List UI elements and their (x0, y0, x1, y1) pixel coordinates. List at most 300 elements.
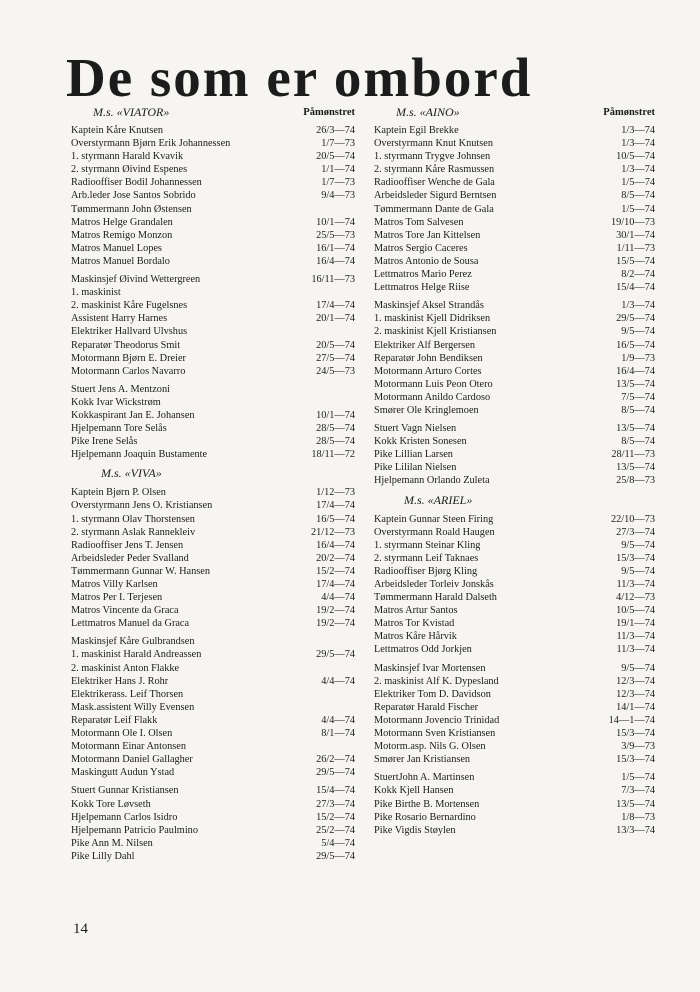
signed-on-date: 15/4—74 (616, 282, 655, 294)
crew-row (71, 499, 355, 512)
crew-member: Kaptein Gunnar Steen Firing (374, 513, 494, 525)
signed-on-date: 1/3—74 (621, 138, 655, 150)
crew-member: Motormann Anildo Cardoso (374, 391, 491, 403)
signed-on-date (349, 396, 355, 409)
signed-on-date (349, 383, 355, 396)
crew-member: Lettmatros Mario Perez (374, 269, 472, 281)
crew-member: Radiooffiser Bjørg Kling (374, 565, 478, 577)
signed-on-date: 15/5—74 (616, 255, 655, 267)
crew-member: Lettmatros Odd Jorkjen (374, 644, 472, 656)
signed-on-date (349, 286, 355, 299)
signed-on-date: 1/7—73 (321, 138, 355, 150)
crew-row (374, 617, 655, 630)
crew-member: Maskingutt Audun Ystad (71, 767, 175, 779)
crew-row (374, 688, 655, 701)
crew-row (71, 255, 355, 268)
crew-row (71, 216, 355, 229)
crew-member: Matros Villy Karlsen (71, 579, 158, 590)
signed-on-date: 13/3—74 (616, 824, 655, 836)
signed-on-date: 13/5—74 (616, 423, 655, 435)
crew-row (71, 714, 355, 727)
signed-on-date: 8/5—74 (621, 190, 655, 202)
signed-on-date: 7/3—74 (621, 785, 655, 797)
signed-on-date: 1/7—73 (321, 177, 355, 189)
crew-member: Motormann Sven Kristiansen (374, 728, 496, 740)
signed-on-date: 15/2—74 (316, 811, 355, 823)
signed-on-date: 29/5—74 (316, 767, 355, 779)
signed-on-date: 25/5—73 (316, 229, 355, 241)
signed-on-date: 4/4—74 (321, 714, 355, 726)
ship-name: M.s. «VIATOR» (93, 105, 170, 119)
crew-row (374, 526, 655, 539)
crew-member: Pike Irene Selås (71, 436, 138, 448)
signed-on-date: 9/5—74 (621, 539, 655, 551)
crew-member: Matros Antonio de Sousa (374, 255, 479, 267)
crew-row (71, 273, 355, 286)
signed-on-date: 15/4—74 (316, 785, 355, 797)
signed-on-date: 10/1—74 (316, 409, 355, 421)
signed-on-date: 10/5—74 (616, 151, 655, 163)
crew-row (374, 176, 655, 189)
signed-on-date: 16/11—73 (311, 274, 355, 286)
crew-member: Kaptein Egil Brekke (374, 125, 459, 136)
crew-member: Elektrikerass. Leif Thorsen (71, 688, 184, 700)
crew-member: Kokkaspirant Jan E. Johansen (71, 409, 195, 421)
signed-on-date: 25/2—74 (316, 824, 355, 836)
signed-on-date: 20/2—74 (316, 552, 355, 564)
crew-row (71, 662, 355, 675)
signed-on-date: 1/3—74 (621, 300, 655, 312)
signed-on-date: 20/5—74 (316, 151, 355, 163)
crew-member: Elektriker Alf Bergersen (374, 339, 476, 351)
signed-on-date: 12/3—74 (616, 688, 655, 700)
signed-on-date: 1/12—73 (316, 487, 355, 499)
crew-member: Pike Lililan Nielsen (374, 462, 457, 474)
crew-member: 2. maskinist Kjell Kristiansen (374, 326, 497, 338)
signed-on-date (349, 662, 355, 675)
signed-on-date: 1/9—73 (621, 352, 655, 364)
crew-member: Pike Ann M. Nilsen (71, 837, 153, 849)
signed-on-date: 19/10—73 (610, 216, 655, 228)
crew-row (374, 137, 655, 150)
crew-row (374, 513, 655, 526)
left-column (71, 106, 355, 863)
crew-row (374, 404, 655, 417)
signed-on-date: 5/4—74 (321, 837, 355, 849)
crew-member: Matros Remigo Monzon (71, 229, 173, 241)
crew-member: 1. styrmann Trygve Johnsen (374, 151, 491, 163)
crew-member: Matros Tor Kvistad (374, 618, 455, 630)
crew-member: Tømmermann Gunnar W. Hansen (71, 565, 210, 577)
signed-on-date: 16/5—74 (316, 513, 355, 525)
crew-member: Reparatør Harald Fischer (374, 701, 479, 713)
crew-member: Stuert Jens A. Mentzoni (71, 383, 170, 395)
crew-member: Kaptein Bjørn P. Olsen (71, 487, 166, 499)
signed-on-date: 8/5—74 (621, 404, 655, 416)
crew-member: 1. styrmann Harald Kvavik (71, 151, 184, 163)
crew-member: Reparatør John Bendiksen (374, 352, 483, 364)
signed-on-date: 16/1—74 (316, 242, 355, 254)
crew-row (374, 189, 655, 202)
crew-row (374, 435, 655, 448)
signed-on-date: 10/5—74 (616, 605, 655, 617)
crew-member: Maskinsjef Ivar Mortensen (374, 662, 486, 674)
signed-on-date: 7/5—74 (621, 391, 655, 403)
signed-on-date: 25/8—73 (616, 475, 655, 487)
crew-member: Motormann Carlos Navarro (71, 365, 186, 377)
crew-member: Kaptein Kåre Knutsen (71, 125, 164, 136)
crew-member: Maskinsjef Kåre Gulbrandsen (71, 636, 195, 648)
signed-on-date: 14—1—74 (608, 714, 655, 726)
crew-member: StuertJohn A. Martinsen (374, 772, 475, 784)
signed-on-date: 4/12—73 (616, 592, 655, 604)
crew-row (71, 352, 355, 365)
crew-member: Elektriker Hallvard Ulvshus (71, 326, 188, 338)
crew-row (374, 461, 655, 474)
crew-row (71, 396, 355, 409)
crew-list-header (71, 106, 355, 123)
crew-member: Motormann Einar Antonsen (71, 741, 186, 753)
crew-member: Kokk Tore Løvseth (71, 798, 151, 810)
crew-member: 2. styrmann Aslak Rannekleiv (71, 526, 196, 538)
crew-row (71, 286, 355, 299)
signed-on-date: 4/4—74 (321, 592, 355, 604)
signed-on-date: 27/3—74 (316, 798, 355, 810)
crew-row (71, 299, 355, 312)
crew-member: Hjelpemann Tore Selås (71, 423, 167, 435)
crew-row (71, 526, 355, 539)
crew-row (374, 281, 655, 294)
crew-row (374, 474, 655, 487)
crew-row (374, 591, 655, 604)
right-column (374, 106, 655, 837)
crew-member: Smører Ole Kringlemoen (374, 404, 479, 416)
crew-row (374, 150, 655, 163)
crew-row (71, 604, 355, 617)
crew-row (71, 784, 355, 797)
signed-on-date: 16/4—74 (316, 539, 355, 551)
signed-on-date: 8/2—74 (621, 269, 655, 281)
crew-row (374, 378, 655, 391)
crew-member: Hjelpemann Orlando Zuleta (374, 475, 490, 487)
signed-on-date: 8/5—74 (621, 436, 655, 448)
crew-row (71, 740, 355, 753)
crew-row (374, 771, 655, 784)
crew-member: 1. maskinist Kjell Didriksen (374, 313, 491, 325)
crew-row (71, 539, 355, 552)
signed-on-date: 20/5—74 (316, 339, 355, 351)
signed-on-date: 28/5—74 (316, 436, 355, 448)
signed-on-date: 16/5—74 (616, 339, 655, 351)
crew-row (71, 675, 355, 688)
crew-row (71, 648, 355, 661)
signed-on-date: 21/12—73 (310, 526, 355, 538)
page-title: De som er ombord (66, 47, 533, 108)
signed-on-date: 1/11—73 (616, 242, 655, 254)
crew-member: Overstyrmann Bjørn Erik Johannessen (71, 138, 231, 150)
signed-on-date: 19/1—74 (616, 618, 655, 630)
crew-member: Arbeidsleder Sigurd Berntsen (374, 190, 497, 202)
signed-on-date (349, 688, 355, 701)
crew-row (71, 163, 355, 176)
crew-row (71, 552, 355, 565)
crew-row (374, 203, 655, 216)
crew-member: Elektriker Tom D. Davidson (374, 688, 491, 700)
crew-member: Radiooffiser Jens T. Jensen (71, 539, 184, 551)
signed-on-date (349, 325, 355, 338)
crew-row (71, 339, 355, 352)
crew-row (71, 150, 355, 163)
crew-row (374, 784, 655, 797)
crew-row (71, 688, 355, 701)
crew-row (374, 630, 655, 643)
signed-on-date: 1/8—73 (621, 811, 655, 823)
crew-member: Matros Kåre Hårvik (374, 631, 457, 643)
crew-row (71, 325, 355, 338)
crew-member: Elektriker Hans J. Rohr (71, 675, 169, 687)
crew-member: Stuert Gunnar Kristiansen (71, 785, 179, 797)
crew-row (374, 339, 655, 352)
crew-member: Hjelpemann Patricio Paulmino (71, 824, 198, 836)
signed-on-date: 13/5—74 (616, 378, 655, 390)
crew-row (71, 176, 355, 189)
signed-on-date (349, 635, 355, 648)
signed-on-date: 17/4—74 (316, 300, 355, 312)
crew-row (374, 565, 655, 578)
crew-row (374, 391, 655, 404)
crew-row (374, 216, 655, 229)
crew-member: Maskinsjef Aksel Strandås (374, 300, 484, 312)
crew-member: Hjelpemann Joaquin Bustamente (71, 449, 208, 461)
crew-member: 1. styrmann Olav Thorstensen (71, 513, 195, 525)
crew-row (71, 850, 355, 863)
signed-on-date: 1/1—74 (321, 164, 355, 176)
signed-on-date (349, 701, 355, 714)
crew-row (374, 312, 655, 325)
crew-member: Matros Vincente da Graca (71, 605, 179, 617)
signed-on-date: 28/5—74 (316, 423, 355, 435)
crew-row (374, 124, 655, 137)
crew-member: Pike Lillian Larsen (374, 449, 453, 461)
crew-member: Arb.leder Jose Santos Sobrido (71, 190, 196, 202)
crew-member: Radiooffiser Wenche de Gala (374, 177, 495, 189)
signed-on-date: 11/3—74 (616, 579, 655, 590)
crew-member: Matros Sergio Caceres (374, 242, 468, 254)
signed-on-date: 15/3—74 (616, 552, 655, 564)
crew-member: Reparatør Theodorus Smit (71, 339, 181, 351)
crew-member: Matros Manuel Bordalo (71, 255, 170, 267)
signed-on-date (349, 740, 355, 753)
signed-on-date: 30/1—74 (616, 229, 655, 241)
signed-on-date: 26/2—74 (316, 754, 355, 766)
crew-row (374, 552, 655, 565)
crew-row (374, 325, 655, 338)
crew-member: Tømmermann Harald Dalseth (374, 592, 497, 604)
crew-member: Motormann Bjørn E. Dreier (71, 352, 186, 364)
crew-row (71, 837, 355, 850)
signed-on-date: 1/5—74 (621, 177, 655, 189)
crew-row (71, 617, 355, 630)
crew-member: Assistent Harry Harnes (71, 313, 168, 325)
crew-list-header (374, 106, 655, 123)
crew-row (71, 383, 355, 396)
crew-row (71, 753, 355, 766)
crew-row (374, 352, 655, 365)
crew-row (374, 675, 655, 688)
crew-row (71, 242, 355, 255)
signed-on-date: 29/5—74 (316, 850, 355, 862)
signed-on-date: 14/1—74 (616, 701, 655, 713)
crew-member: Motormann Arturo Cortes (374, 365, 482, 377)
crew-row (71, 578, 355, 591)
crew-row (374, 824, 655, 837)
crew-member: Motormann Daniel Gallagher (71, 754, 193, 766)
crew-member: 2. maskinist Anton Flakke (71, 662, 180, 674)
crew-member: Matros Tore Jan Kittelsen (374, 229, 481, 241)
crew-member: Maskinsjef Øivind Wettergreen (71, 274, 201, 286)
crew-row (71, 365, 355, 378)
crew-member: Mask.assistent Willy Evensen (71, 701, 195, 713)
crew-row (374, 448, 655, 461)
signed-on-date: 4/4—74 (321, 675, 355, 687)
signed-on-date: 1/5—74 (621, 772, 655, 784)
crew-row (374, 539, 655, 552)
crew-row (374, 811, 655, 824)
crew-member: Arbeidsleder Peder Svalland (71, 552, 189, 564)
signed-on-date: 15/3—74 (616, 728, 655, 740)
crew-member: 1. styrmann Steinar Kling (374, 539, 481, 551)
signed-on-date: 17/4—74 (316, 579, 355, 590)
crew-member: Tømmermann Dante de Gala (374, 203, 494, 215)
signed-on-date: 24/5—73 (316, 365, 355, 377)
signed-on-date: 19/2—74 (316, 605, 355, 617)
crew-member: 1. maskinist (71, 287, 121, 299)
signed-on-date: 15/3—74 (616, 754, 655, 766)
crew-member: Pike Rosario Bernardino (374, 811, 476, 823)
crew-member: Reparatør Leif Flakk (71, 714, 158, 726)
signed-on-date: 1/3—74 (621, 125, 655, 136)
crew-row (71, 635, 355, 648)
crew-row (374, 365, 655, 378)
crew-member: Matros Helge Grandalen (71, 216, 173, 228)
signed-on-date: 18/11—72 (311, 449, 355, 461)
crew-row (71, 701, 355, 714)
crew-row (374, 643, 655, 656)
signed-on-date: 29/5—74 (616, 313, 655, 325)
crew-row (374, 714, 655, 727)
crew-row (71, 486, 355, 499)
signed-on-date: 9/5—74 (621, 326, 655, 338)
crew-member: Pike Lilly Dahl (71, 850, 135, 862)
crew-member: Hjelpemann Carlos Isidro (71, 811, 178, 823)
crew-row (71, 203, 355, 216)
signed-on-date: 12/3—74 (616, 675, 655, 687)
crew-member: Kokk Kristen Sonesen (374, 436, 467, 448)
crew-row (71, 409, 355, 422)
crew-member: Overstyrmann Jens O. Kristiansen (71, 500, 213, 512)
crew-row (374, 740, 655, 753)
crew-row (374, 229, 655, 242)
signed-on-date: 1/3—74 (621, 164, 655, 176)
signed-on-date: 28/11—73 (611, 449, 655, 461)
signed-on-date: 29/5—74 (316, 649, 355, 661)
crew-row (71, 124, 355, 137)
signed-on-date: 20/1—74 (316, 313, 355, 325)
signed-on-date: 10/1—74 (316, 216, 355, 228)
crew-row (374, 422, 655, 435)
crew-row (374, 727, 655, 740)
signed-on-date: 22/10—73 (610, 513, 655, 525)
crew-row (374, 701, 655, 714)
crew-row (374, 242, 655, 255)
signed-on-date: 16/4—74 (316, 255, 355, 267)
crew-row (374, 662, 655, 675)
crew-member: Matros Manuel Lopes (71, 242, 162, 254)
crew-member: Motormann Luis Peon Otero (374, 378, 493, 390)
crew-row (374, 604, 655, 617)
crew-member: 1. maskinist Harald Andreassen (71, 649, 202, 661)
signed-on-date: 9/5—74 (621, 565, 655, 577)
crew-row (71, 422, 355, 435)
crew-member: Motormann Jovencio Trinidad (374, 714, 500, 726)
crew-member: Pike Vigdis Støylen (374, 824, 456, 836)
signed-on-date: 13/5—74 (616, 798, 655, 810)
page-number: 14 (73, 921, 88, 937)
signed-on-date: 8/1—74 (321, 728, 355, 740)
signed-on-date: 3/9—73 (621, 741, 655, 753)
crew-member: Tømmermann John Østensen (71, 203, 192, 215)
crew-row (71, 798, 355, 811)
crew-member: Lettmatros Helge Riise (374, 282, 470, 294)
crew-member: 2. maskinist Alf K. Dypesland (374, 675, 499, 687)
crew-member: 2. styrmann Kåre Rasmussen (374, 164, 495, 176)
crew-member: Pike Birthe B. Mortensen (374, 798, 480, 810)
crew-member: Radiooffiser Bodil Johannessen (71, 177, 202, 189)
signed-on-date: 19/2—74 (316, 618, 355, 630)
crew-row (71, 189, 355, 202)
crew-member: 2. styrmann Øivind Espenes (71, 164, 188, 176)
signed-on-date: 11/3—74 (616, 644, 655, 656)
signed-on-date: 9/5—74 (621, 662, 655, 674)
crew-member: Kokk Kjell Hansen (374, 785, 454, 797)
signed-on-date: 16/4—74 (616, 365, 655, 377)
crew-row (71, 312, 355, 325)
crew-member: Overstyrmann Knut Knutsen (374, 138, 493, 150)
ship-name: M.s. «ARIEL» (404, 492, 473, 507)
signed-on-date: 9/4—73 (321, 190, 355, 202)
crew-row (71, 229, 355, 242)
crew-row (71, 811, 355, 824)
signed-on-date: 11/3—74 (616, 631, 655, 643)
crew-member: Matros Artur Santos (374, 605, 458, 617)
crew-row (374, 268, 655, 281)
crew-row (374, 255, 655, 268)
crew-member: Lettmatros Manuel da Graca (71, 618, 190, 630)
crew-member: Kokk Ivar Wickstrøm (71, 396, 161, 408)
crew-member: 2. maskinist Kåre Fugelsnes (71, 300, 188, 312)
crew-member: Motormann Ole I. Olsen (71, 728, 173, 740)
signed-on-date: 17/4—74 (316, 500, 355, 512)
crew-member: Arbeidsleder Torleiv Jonskås (374, 579, 494, 590)
crew-row (71, 727, 355, 740)
ship-name: M.s. «VIVA» (101, 466, 162, 481)
crew-row (71, 435, 355, 448)
crew-row (374, 299, 655, 312)
crew-row (71, 591, 355, 604)
signed-on-date: 26/3—74 (316, 125, 355, 136)
signed-on-date: 1/5—74 (621, 203, 655, 215)
signed-on-date (349, 203, 355, 216)
